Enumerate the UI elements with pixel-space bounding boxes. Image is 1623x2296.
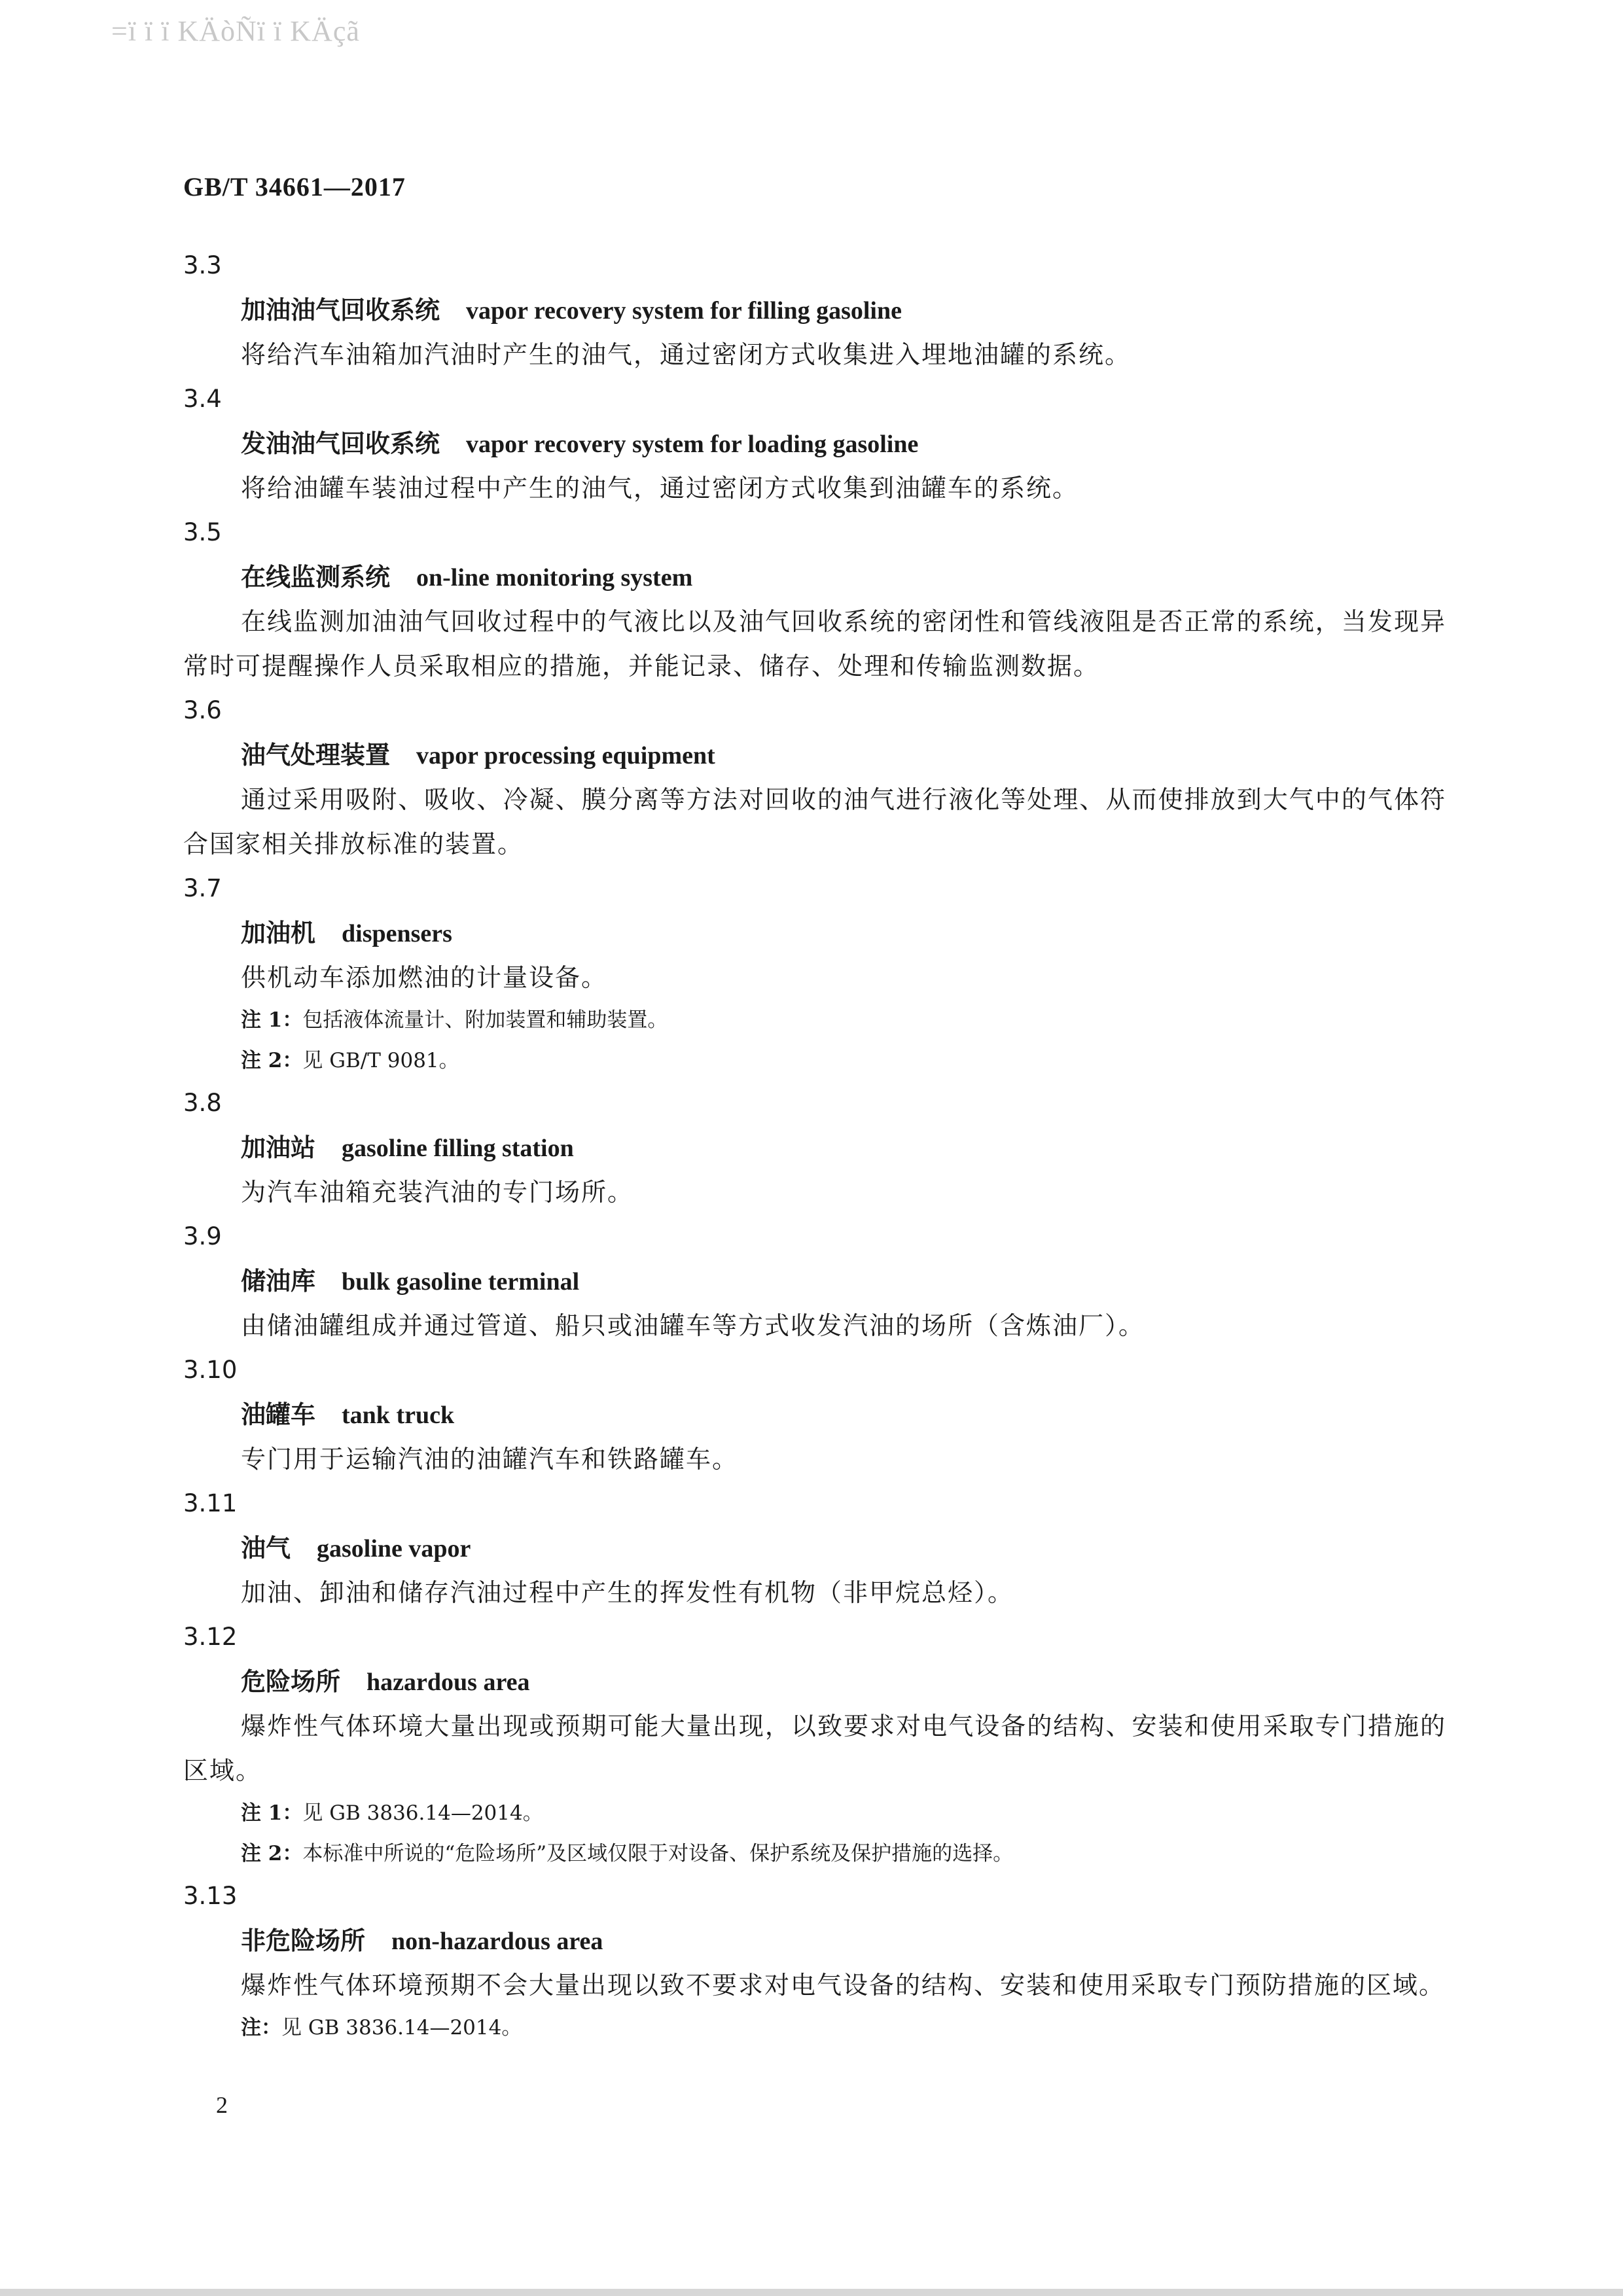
term-entry bbox=[183, 688, 1446, 866]
page-number: 2 bbox=[216, 2092, 228, 2118]
term-number: 3.12 bbox=[183, 1623, 238, 1651]
term-name-chinese: 加油油气回收系统 bbox=[241, 295, 440, 325]
note-text: 见 GB 3836.14—2014。 bbox=[281, 2016, 522, 2040]
term-title bbox=[183, 733, 1446, 777]
term-definition: 爆炸性气体环境大量出现或预期可能大量出现，以致要求对电气设备的结构、安装和使用采取专门措施的区域。 bbox=[183, 1712, 1446, 1785]
term-name-chinese: 非危险场所 bbox=[241, 1926, 366, 1955]
term-definition: 供机动车添加燃油的计量设备。 bbox=[241, 963, 608, 992]
term-name-english: vapor recovery system for loading gasoline bbox=[466, 431, 919, 458]
term-title bbox=[183, 555, 1446, 599]
term-title bbox=[183, 421, 1446, 466]
note-text: 包括液体流量计、附加装置和辅助装置。 bbox=[302, 1008, 668, 1032]
term-number: 3.4 bbox=[183, 385, 222, 413]
note-label: 注 1： bbox=[241, 1801, 303, 1825]
term-entry bbox=[183, 1214, 1446, 1348]
term-name-english: tank truck bbox=[342, 1402, 455, 1429]
term-note bbox=[183, 1040, 1446, 1081]
term-name-chinese: 储油库 bbox=[241, 1266, 316, 1296]
term-name-english: dispensers bbox=[342, 920, 452, 947]
term-name-english: bulk gasoline terminal bbox=[342, 1268, 580, 1296]
standard-number-header: GB/T 34661—2017 bbox=[183, 172, 406, 202]
term-definition: 将给油罐车装油过程中产生的油气，通过密闭方式收集到油罐车的系统。 bbox=[241, 474, 1079, 503]
note-label: 注： bbox=[241, 2016, 281, 2040]
term-definition: 加油、卸油和储存汽油过程中产生的挥发性有机物（非甲烷总烃）。 bbox=[241, 1578, 1014, 1607]
term-name-english: hazardous area bbox=[366, 1669, 530, 1696]
term-definition: 在线监测加油油气回收过程中的气液比以及油气回收系统的密闭性和管线液阻是否正常的系统，当发现异常时可提醒操作人员采取相应的措施，并能记录、储存、处理和传输监测数据。 bbox=[183, 607, 1446, 680]
term-title bbox=[183, 288, 1446, 332]
term-name-chinese: 加油机 bbox=[241, 918, 316, 947]
term-name-english: gasoline vapor bbox=[317, 1535, 471, 1563]
term-title bbox=[183, 1918, 1446, 1963]
terms-section bbox=[183, 243, 1446, 2048]
term-title bbox=[183, 1125, 1446, 1170]
note-label: 注 2： bbox=[241, 1842, 303, 1865]
term-name-chinese: 油气处理装置 bbox=[241, 740, 391, 769]
term-number: 3.10 bbox=[183, 1356, 238, 1384]
term-title bbox=[183, 1392, 1446, 1437]
term-note bbox=[183, 2007, 1446, 2048]
term-definition: 专门用于运输汽油的油罐汽车和铁路罐车。 bbox=[241, 1445, 739, 1474]
term-entry bbox=[183, 1481, 1446, 1615]
note-text: 本标准中所说的“危险场所”及区域仅限于对设备、保护系统及保护措施的选择。 bbox=[302, 1842, 1014, 1865]
term-entry bbox=[183, 377, 1446, 510]
term-number: 3.7 bbox=[183, 874, 222, 902]
term-definition: 由储油罐组成并通过管道、船只或油罐车等方式收发汽油的场所（含炼油厂）。 bbox=[241, 1311, 1145, 1340]
term-number: 3.11 bbox=[183, 1489, 238, 1517]
term-number: 3.13 bbox=[183, 1882, 238, 1910]
term-name-english: gasoline filling station bbox=[342, 1135, 574, 1162]
term-name-chinese: 在线监测系统 bbox=[241, 562, 391, 592]
term-number: 3.3 bbox=[183, 251, 222, 279]
term-name-chinese: 油罐车 bbox=[241, 1400, 316, 1429]
term-title bbox=[183, 1659, 1446, 1704]
term-definition: 为汽车油箱充装汽油的专门场所。 bbox=[241, 1178, 634, 1207]
note-text: 见 GB/T 9081。 bbox=[302, 1049, 459, 1072]
watermark-text: =ï ï ï KÄòÑï ï KÄçã bbox=[111, 15, 360, 47]
term-name-english: on-line monitoring system bbox=[416, 564, 693, 592]
term-name-english: vapor processing equipment bbox=[416, 742, 715, 769]
term-definition: 将给汽车油箱加汽油时产生的油气，通过密闭方式收集进入埋地油罐的系统。 bbox=[241, 340, 1132, 369]
term-name-chinese: 加油站 bbox=[241, 1133, 316, 1162]
term-entry bbox=[183, 866, 1446, 1081]
term-title bbox=[183, 911, 1446, 955]
note-text: 见 GB 3836.14—2014。 bbox=[302, 1801, 543, 1825]
page-bottom-edge bbox=[0, 2289, 1623, 2296]
term-name-chinese: 发油油气回收系统 bbox=[241, 429, 440, 458]
term-number: 3.6 bbox=[183, 696, 222, 724]
term-name-english: non-hazardous area bbox=[391, 1928, 603, 1955]
term-entry bbox=[183, 510, 1446, 688]
term-note bbox=[183, 1000, 1446, 1040]
term-name-english: vapor recovery system for filling gasoline bbox=[466, 297, 902, 325]
term-name-chinese: 油气 bbox=[241, 1533, 291, 1563]
term-number: 3.9 bbox=[183, 1222, 222, 1250]
term-number: 3.8 bbox=[183, 1089, 222, 1117]
term-note bbox=[183, 1833, 1446, 1874]
term-entry bbox=[183, 1874, 1446, 2048]
term-entry bbox=[183, 243, 1446, 377]
term-title bbox=[183, 1526, 1446, 1570]
term-number: 3.5 bbox=[183, 518, 222, 546]
note-label: 注 1： bbox=[241, 1008, 303, 1032]
term-entry bbox=[183, 1615, 1446, 1874]
term-title bbox=[183, 1259, 1446, 1303]
term-definition: 通过采用吸附、吸收、冷凝、膜分离等方法对回收的油气进行液化等处理、从而使排放到大气中的气体符合国家相关排放标准的装置。 bbox=[183, 785, 1446, 858]
term-entry bbox=[183, 1348, 1446, 1481]
term-note bbox=[183, 1793, 1446, 1833]
note-label: 注 2： bbox=[241, 1049, 303, 1072]
term-entry bbox=[183, 1081, 1446, 1214]
term-name-chinese: 危险场所 bbox=[241, 1667, 341, 1696]
term-definition: 爆炸性气体环境预期不会大量出现以致不要求对电气设备的结构、安装和使用采取专门预防措施的区域。 bbox=[241, 1971, 1446, 2000]
